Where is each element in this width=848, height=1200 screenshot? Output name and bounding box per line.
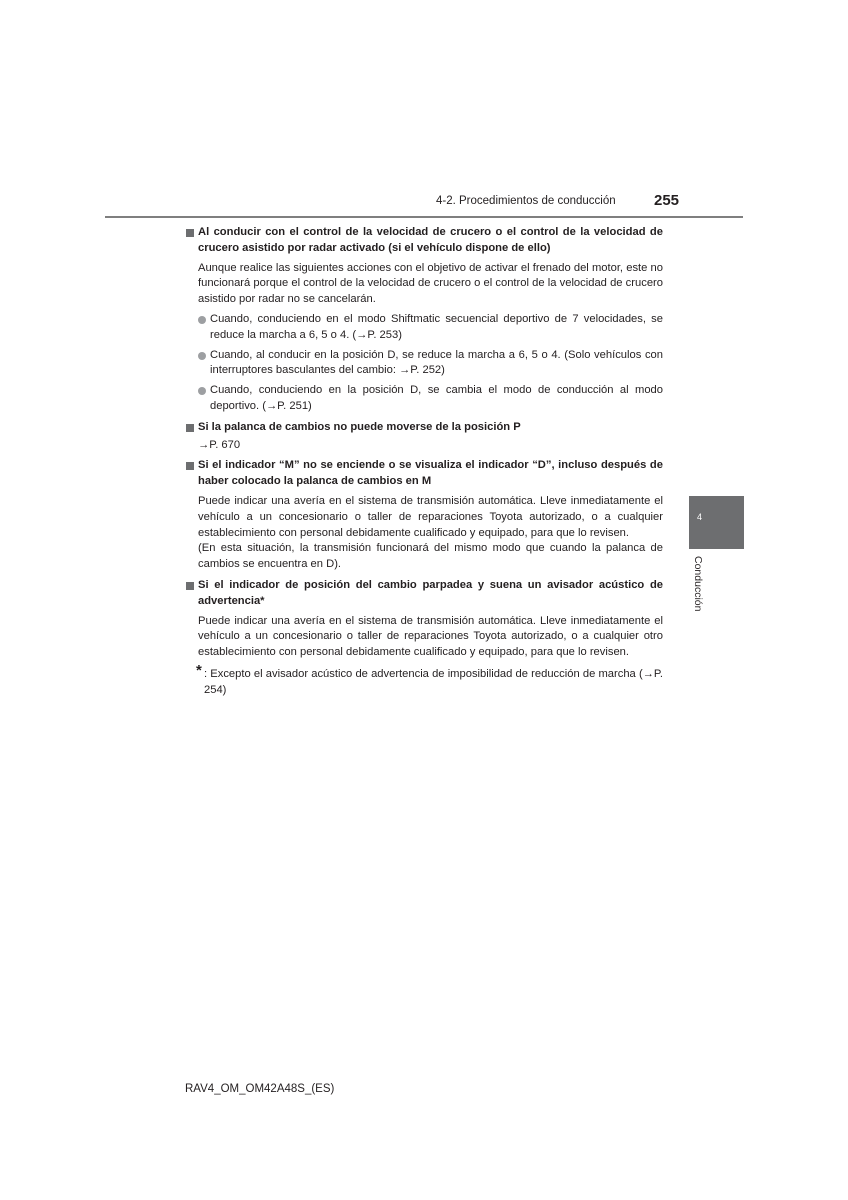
chapter-number: 4 <box>697 512 703 522</box>
page-reference: →P. 670 <box>198 438 241 451</box>
document-code: RAV4_OM_OM42A48S_(ES) <box>185 1083 335 1095</box>
circle-bullet-icon <box>198 316 206 324</box>
footnote <box>185 661 663 699</box>
circle-bullet-icon <box>198 352 206 360</box>
section-body: Aunque realice las siguientes acciones con el objetivo de activar el frenado del motor, este no funcionará porque el control de la velocidad de crucero o el control de la velocidad de crucero asistido por radar no se cancelarán. <box>198 261 663 306</box>
section-heading <box>185 578 663 610</box>
page-content <box>185 224 663 699</box>
section-body-note: (En esta situación, la transmisión funcionará del mismo modo que cuando la palanca de cambios se encuentra en D). <box>198 542 663 571</box>
section-heading <box>185 420 663 436</box>
section-heading-text: Al conducir con el control de la velocidad de crucero o el control de la velocidad de crucero asistido por radar activado (si el vehículo dispone de ello) <box>198 226 663 254</box>
list-item-text: Cuando, conduciendo en la posición D, se cambia el modo de conducción al modo deportivo. (→P. 251) <box>210 384 663 412</box>
section-body: Puede indicar una avería en el sistema de transmisión automática. Lleve inmediatamente el vehículo a un concesionario o taller de reparaciones Toyota autorizado, o a cualquier establecimiento con personal debidamente cualificado y equipado, para que lo revisen. <box>198 494 663 539</box>
square-bullet-icon <box>186 462 194 470</box>
footnote-text: : Excepto el avisador acústico de advertencia de imposibilidad de reducción de marcha (→P. 254) <box>204 667 663 696</box>
list-item <box>185 383 663 415</box>
list-item-text: Cuando, al conducir en la posición D, se reduce la marcha a 6, 5 o 4. (Solo vehículos con interruptores basculantes del cambio: →P. 252) <box>210 348 663 377</box>
chapter-label: Conducción <box>692 556 704 612</box>
section-heading-text: Si el indicador de posición del cambio parpadea y suena un avisador acústico de advertencia* <box>198 578 663 607</box>
square-bullet-icon <box>186 424 194 432</box>
section-heading <box>185 458 663 490</box>
square-bullet-icon <box>186 229 194 237</box>
section-heading-text: Si la palanca de cambios no puede moverse de la posición P <box>198 420 521 433</box>
header-divider <box>105 216 743 218</box>
list-item-text: Cuando, conduciendo en el modo Shiftmatic secuencial deportivo de 7 velocidades, se reduce la marcha a 6, 5 o 4. (→P. 253) <box>210 312 663 341</box>
header-section-title: 4-2. Procedimientos de conducción <box>436 195 616 207</box>
section-body: Puede indicar una avería en el sistema de transmisión automática. Lleve inmediatamente el vehículo a un concesionario o taller de reparaciones Toyota autorizado, o a cualquier otro establecimiento con personal debidamente cualificado y equipado, para que lo revisen. <box>198 614 663 659</box>
list-item <box>185 348 663 380</box>
section-heading-text: Si el indicador “M” no se enciende o se visualiza el indicador “D”, incluso después de haber colocado la palanca de cambios en M <box>198 459 663 488</box>
section-heading <box>185 225 663 257</box>
circle-bullet-icon <box>198 387 206 395</box>
list-item <box>185 312 663 344</box>
square-bullet-icon <box>186 582 194 590</box>
page-number: 255 <box>654 192 680 209</box>
chapter-tab-block <box>689 496 744 549</box>
footnote-mark: * <box>196 661 202 679</box>
